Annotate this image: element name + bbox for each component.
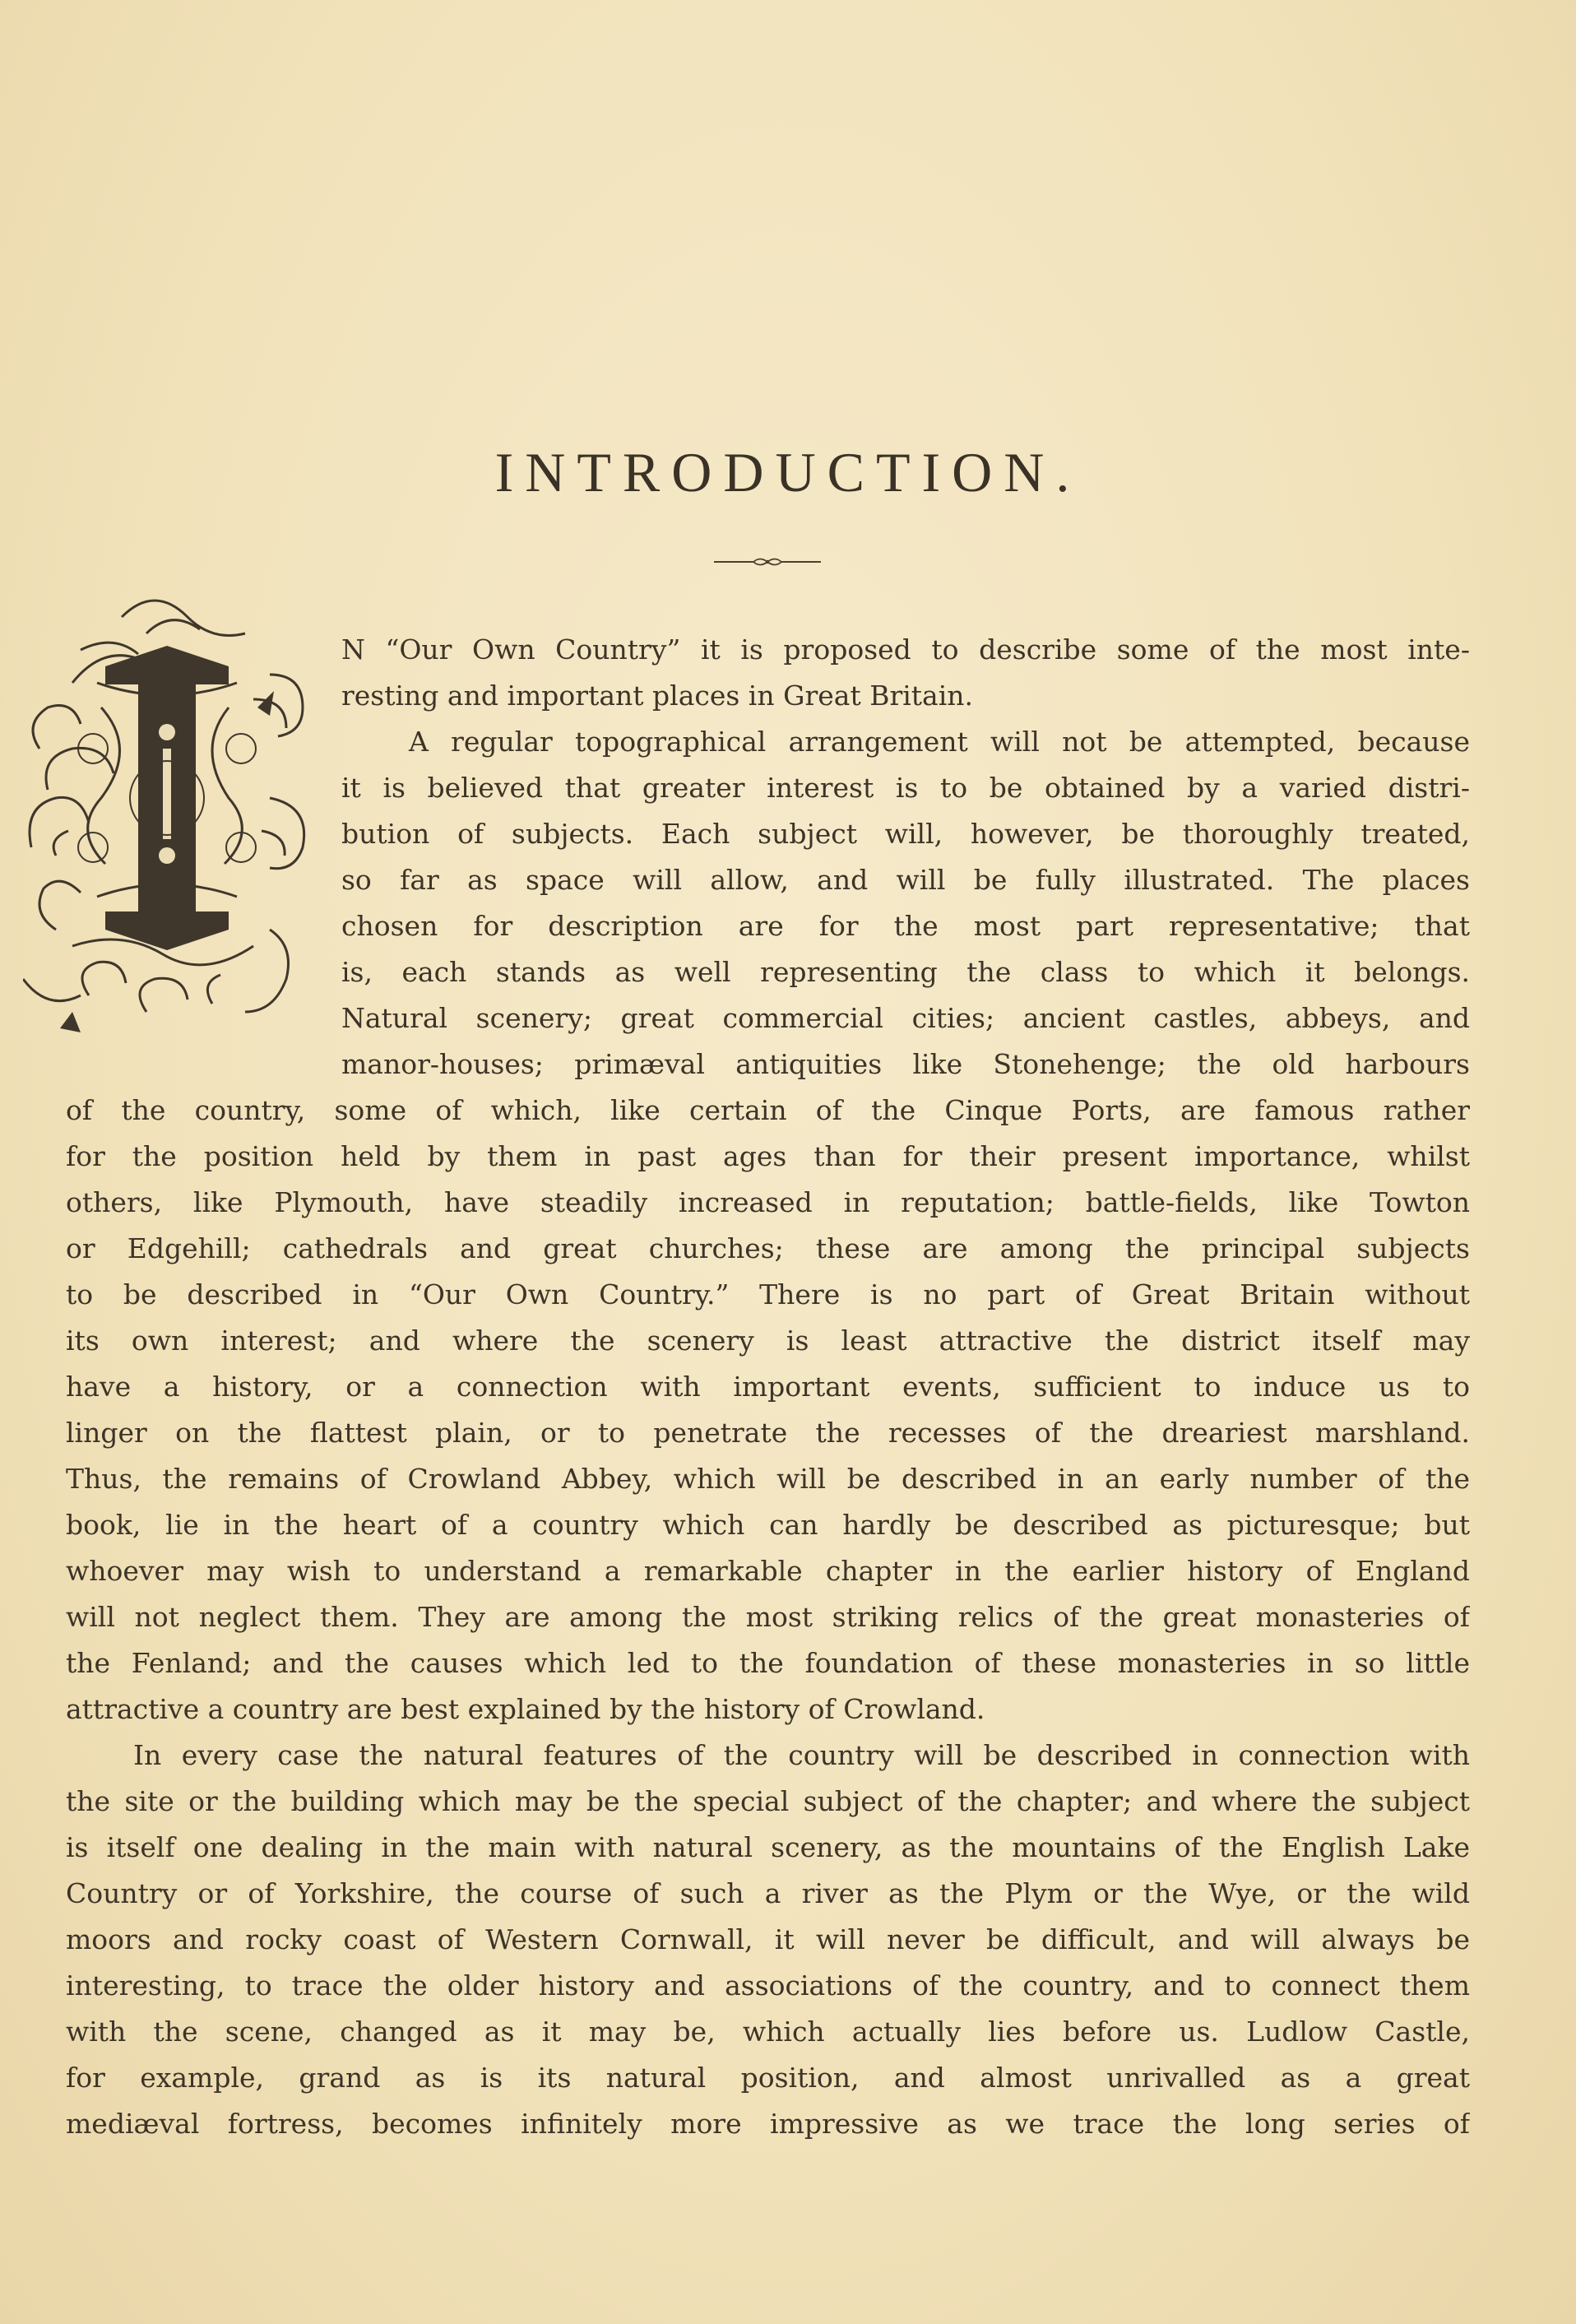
text-line-27: is itself one dealing in the main with natural scenery, as the mountains of the English Lake <box>66 1831 1470 1863</box>
text-line-3: A regular topographical arrangement will not be attempted, because <box>409 726 1470 758</box>
text-line-13: others, like Plymouth, have steadily increased in reputation; battle-fields, like Towton <box>66 1186 1470 1218</box>
text-line-30: interesting, to trace the older history and associations of the country, and to connect them <box>66 1969 1470 2002</box>
text-line-19: Thus, the remains of Crowland Abbey, which will be described in an early number of the <box>66 1463 1470 1495</box>
text-line-5: bution of subjects. Each subject will, however, be thoroughly treated, <box>341 818 1470 850</box>
text-line-28: Country or of Yorkshire, the course of such a river as the Plym or the Wye, or the wild <box>66 1877 1470 1909</box>
text-line-6: so far as space will allow, and will be fully illustrated. The places <box>341 864 1470 896</box>
text-line-20: book, lie in the heart of a country which can hardly be described as picturesque; but <box>66 1509 1470 1541</box>
text-line-12: for the position held by them in past ages than for their present importance, whilst <box>66 1140 1470 1172</box>
page-title: INTRODUCTION. <box>494 441 1082 503</box>
text-line-17: have a history, or a connection with important events, sufficient to induce us to <box>66 1371 1470 1403</box>
text-line-16: its own interest; and where the scenery is least attractive the district itself may <box>66 1324 1470 1357</box>
text-line-32: for example, grand as is its natural position, and almost unrivalled as a great <box>66 2062 1470 2094</box>
text-line-31: with the scene, changed as it may be, which actually lies before us. Ludlow Castle, <box>66 2016 1470 2048</box>
text-line-22: will not neglect them. They are among the most striking relics of the great monasteries of <box>66 1601 1470 1633</box>
text-line-24: attractive a country are best explained by the history of Crowland. <box>66 1693 985 1725</box>
text-line-14: or Edgehill; cathedrals and great churches; these are among the principal subjects <box>66 1232 1470 1264</box>
text-line-18: linger on the flattest plain, or to penetrate the recesses of the dreariest marshland. <box>66 1417 1470 1449</box>
text-line-10: manor-houses; primæval antiquities like Stonehenge; the old harbours <box>341 1048 1470 1080</box>
text-line-29: moors and rocky coast of Western Cornwall, it will never be difficult, and will always be <box>66 1923 1470 1955</box>
text-line-15: to be described in “Our Own Country.” There is no part of Great Britain without <box>66 1278 1470 1310</box>
text-line-2: resting and important places in Great Britain. <box>341 680 974 712</box>
ornamental-drop-cap <box>23 584 319 1061</box>
text-line-26: the site or the building which may be the special subject of the chapter; and where the subject <box>66 1785 1470 1817</box>
text-line-4: it is believed that greater interest is to be obtained by a varied distri- <box>341 772 1470 804</box>
text-line-1: N “Our Own Country” it is proposed to describe some of the most inte- <box>341 633 1470 666</box>
text-line-21: whoever may wish to understand a remarkable chapter in the earlier history of England <box>66 1555 1470 1587</box>
text-line-8: is, each stands as well representing the class to which it belongs. <box>341 956 1470 988</box>
text-line-23: the Fenland; and the causes which led to the foundation of these monasteries in so little <box>66 1647 1470 1679</box>
ornamental-rule-icon <box>714 556 821 568</box>
text-line-25: In every case the natural features of the country will be described in connection with <box>133 1739 1470 1771</box>
text-line-7: chosen for description are for the most part representative; that <box>341 910 1470 942</box>
text-line-9: Natural scenery; great commercial cities; ancient castles, abbeys, and <box>341 1002 1470 1034</box>
text-line-33: mediæval fortress, becomes infinitely more impressive as we trace the long series of <box>66 2108 1470 2140</box>
text-line-11: of the country, some of which, like certain of the Cinque Ports, are famous rather <box>66 1094 1470 1126</box>
